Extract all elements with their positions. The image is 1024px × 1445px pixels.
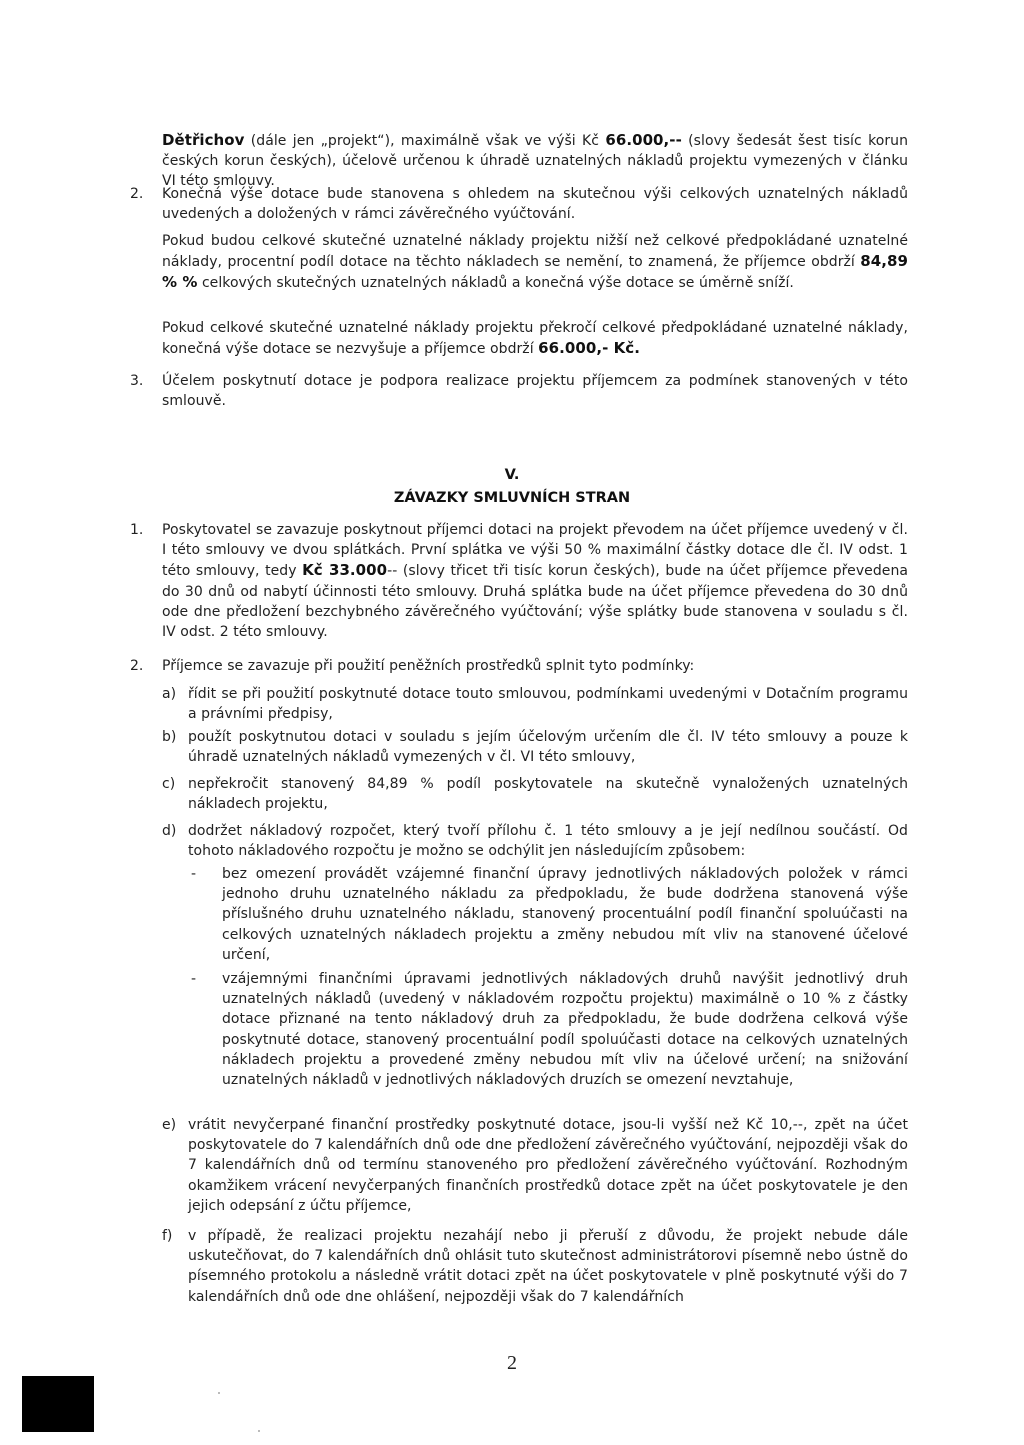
section4-point2-paragraph: Konečná výše dotace bude stanovena s ohledem na skutečnou výši celkových uznatelných nákladů uvedených a doložených v rámci závěrečného vyúčtování. [162,186,908,223]
list-item-label: e) [162,1117,177,1133]
page-number: 2 [507,1352,517,1374]
max-amount: 66.000,-- [605,131,682,149]
section4-point2-lower-costs: Pokud budou celkové skutečné uznatelné náklady projektu nižší než celkové předpokládané uznatelné náklady, procentní podíl dotace na těchto nákladech se nemění, to znamená, že příjemce obdrží 84,89 % % celkových skutečných uznatelných nákladů a konečná výše dotace se úměrně sníží. [162,233,908,292]
project-name: Dětřichov [162,131,245,149]
list-item: řídit se při použití poskytnuté dotace touto smlouvou, podmínkami uvedenými v Dotačním programu a právními předpisy, [188,686,908,723]
bullet-mark: - [191,866,197,882]
list-item-label: a) [162,686,177,702]
list-item-label: d) [162,823,177,839]
bullet-item: bez omezení provádět vzájemné finanční úpravy jednotlivých nákladových položek v rámci jednoho druhu uznatelného nákladu za předpokladu, že bude dodržena stanovená výše příslušného druhu uznatelného nákladu, stanovený procentuální podíl finanční spoluúčasti na celkových uznatelných nákladech projektu a změny nebudou mít vliv na stanovené účelové určení, [222,866,908,963]
bullet-mark: - [191,971,197,987]
section-roman-numeral: V. [504,467,520,483]
scan-speck [218,1392,220,1394]
list-item: v případě, že realizaci projektu nezahájí nebo ji přeruší z důvodu, že projekt nebude dále uskutečňovat, do 7 kalendářních dnů ohlásit tuto skutečnost administrátorovi písemně nebo ústně do písemného protokolu a následně vrátit dotaci zpět na účet poskytovatele v plně poskytnuté výši do 7 kalendářních dnů ode dne ohlášení, nejpozději však do 7 kalendářních [188,1228,908,1305]
point-number: 2. [130,186,144,202]
first-installment-amount: Kč 33.000 [302,561,388,580]
point-number: 3. [130,373,144,389]
section-title: ZÁVAZKY SMLUVNÍCH STRAN [393,490,631,506]
section4-point2-higher-costs: Pokud celkové skutečné uznatelné náklady projektu překročí celkové předpokládané uznatelné náklady, konečná výše dotace se nezvyšuje a příjemce obdrží 66.000,- Kč. [162,320,908,358]
list-item-label: b) [162,729,177,745]
section5-point2-paragraph: Příjemce se zavazuje při použití peněžních prostředků splnit tyto podmínky: [162,658,695,674]
list-item: nepřekročit stanovený 84,89 % podíl poskytovatele na skutečně vynaložených uznatelných nákladech projektu, [188,776,908,813]
list-item: vrátit nevyčerpané finanční prostředky poskytnuté dotace, jsou-li vyšší než Kč 10,--, zpět na účet poskytovatele do 7 kalendářních dnů ode dne předložení závěrečného vyúčtování, nejpozději však do 7 kalendářních dnů od termínu stanoveného pro předložení závěrečného vyúčtování. Rozhodným okamžikem vrácení nevyčerpaných finančních prostředků dotace zpět na účet poskytovatele je den jejich odepsání z účtu příjemce, [188,1117,908,1214]
intro-paragraph: Dětřichov (dále jen „projekt“), maximálně však ve výši Kč 66.000,-- (slovy šedesát šest tisíc korun českých korun českých), účelově určenou k úhradě uznatelných nákladů projektu vymezených v článku VI této smlouvy. [162,131,908,190]
bullet-item: vzájemnými finančními úpravami jednotlivých nákladových druhů navýšit jednotlivý druh uznatelných nákladů (uvedený v nákladovém rozpočtu projektu) maximálně o 10 % z částky dotace přiznané na tento nákladový druh za předpokladu, že bude dodržena celková výše poskytnuté dotace, stanovený procentuální podíl spoluúčasti dotace na celkových uznatelných nákladech projektu a provedené změny nebudou mít vliv na účelové určení; na snižování uznatelných nákladů v jednotlivých nákladových druzích se omezení nevztahuje, [222,971,908,1089]
list-item-label: f) [162,1228,173,1244]
final-amount: 66.000,- Kč. [538,339,640,358]
scan-speck [258,1430,260,1432]
list-item-label: c) [162,776,176,792]
redaction-block [22,1376,94,1432]
list-item: použít poskytnutou dotaci v souladu s jejím účelovým určením dle čl. IV této smlouvy a pouze k úhradě uznatelných nákladů vymezených v čl. VI této smlouvy, [188,729,908,766]
subsidy-percentage: 84,89 % % [162,252,908,292]
list-item: dodržet nákladový rozpočet, který tvoří přílohu č. 1 této smlouvy a je její nedílnou součástí. Od tohoto nákladového rozpočtu je možno se odchýlit jen následujícím způsobem: [188,823,908,860]
section5-point1-paragraph: Poskytovatel se zavazuje poskytnout příjemci dotaci na projekt převodem na účet příjemce uvedený v čl. I této smlouvy ve dvou splátkách. První splátka ve výši 50 % maximální částky dotace dle čl. IV odst. 1 této smlouvy, tedy Kč 33.000-- (slovy třicet tři tisíc korun českých), bude na účet příjemce převedena do 30 dnů od nabytí účinnosti této smlouvy. Druhá splátka bude na účet příjemce převedena do 30 dnů ode dne předložení bezchybného závěrečného vyúčtování; výše splátky bude stanovena v souladu s čl. IV odst. 2 této smlouvy. [162,522,908,641]
point-number: 1. [130,522,144,538]
point-number: 2. [130,658,144,674]
section4-point3-paragraph: Účelem poskytnutí dotace je podpora realizace projektu příjemcem za podmínek stanovených v této smlouvě. [162,373,908,410]
